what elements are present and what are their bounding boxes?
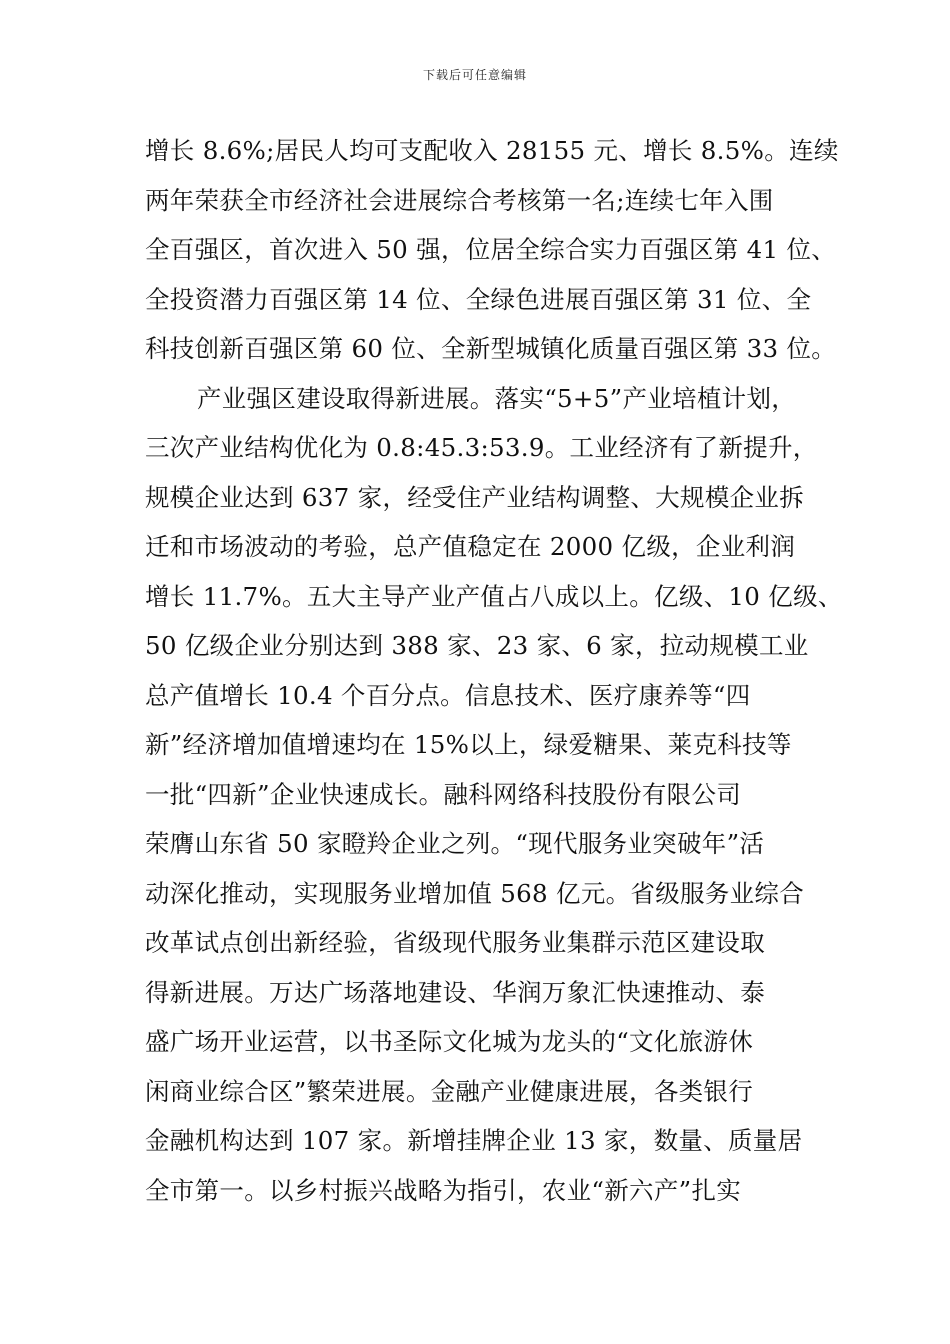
text-line	[145, 1215, 835, 1265]
text-line: 迁和市场波动的考验，总产值稳定在 2000 亿级，企业利润	[145, 532, 796, 561]
text-line: 全投资潜力百强区第 14 位、全绿色进展百强区第 31 位、全	[145, 284, 812, 314]
text-line: 三次产业结构优化为 0.8:45.3:53.9。工业经济有了新提升，	[145, 433, 818, 462]
text-line: 闲商业综合区”繁荣进展。金融产业健康进展，各类银行	[145, 1076, 754, 1106]
text-line: 两年荣获全市经济社会进展综合考核第一名;连续七年入围	[145, 185, 774, 215]
text-line: 金融机构达到 107 家。新增挂牌企业 13 家，数量、质量居	[145, 1126, 803, 1155]
text-line: 得新进展。万达广场落地建设、华润万象汇快速推动、泰	[145, 977, 765, 1007]
text-line: 科技创新百强区第 60 位、全新型城镇化质量百强区第 33 位。	[145, 334, 837, 363]
paragraph-2	[145, 374, 843, 1265]
text-line: 全百强区，首次进入 50 强，位居全综合实力百强区第 41 位、	[145, 235, 837, 264]
text-line: 全市第一。以乡村振兴战略为指引，农业“新六产”扎实	[145, 1175, 742, 1205]
text-line: 50 亿级企业分别达到 388 家、23 家、6 家，拉动规模工业	[145, 631, 809, 660]
text-line: 一批“四新”企业快速成长。融科网络科技股份有限公司	[145, 779, 742, 809]
text-line: 增长 8.6%;居民人均可支配收入 28155 元、增长 8.5%。连续	[145, 136, 839, 165]
paragraph-1	[145, 126, 839, 374]
page-header-note: 下载后可任意编辑	[422, 68, 527, 82]
text-line: 新”经济增加值增速均在 15%以上，绿爱糖果、莱克科技等	[145, 730, 792, 759]
text-line: 增长 11.7%。五大主导产业产值占八成以上。亿级、10 亿级、	[145, 581, 843, 611]
text-line: 动深化推动，实现服务业增加值 568 亿元。省级服务业综合	[145, 878, 805, 908]
text-line: 产业强区建设取得新进展。落实“5+5”产业培植计划，	[197, 383, 797, 413]
text-line: 规模企业达到 637 家，经受住产业结构调整、大规模企业拆	[145, 482, 805, 512]
text-line: 改革试点创出新经验，省级现代服务业集群示范区建设取	[145, 928, 765, 957]
document-body	[145, 126, 843, 1265]
text-line: 荣膺山东省 50 家瞪羚企业之列。“现代服务业突破年”活	[145, 829, 765, 858]
text-line: 盛广场开业运营，以书圣际文化城为龙头的“文化旅游休	[145, 1027, 754, 1056]
text-line: 总产值增长 10.4 个百分点。信息技术、医疗康养等“四	[145, 680, 751, 710]
